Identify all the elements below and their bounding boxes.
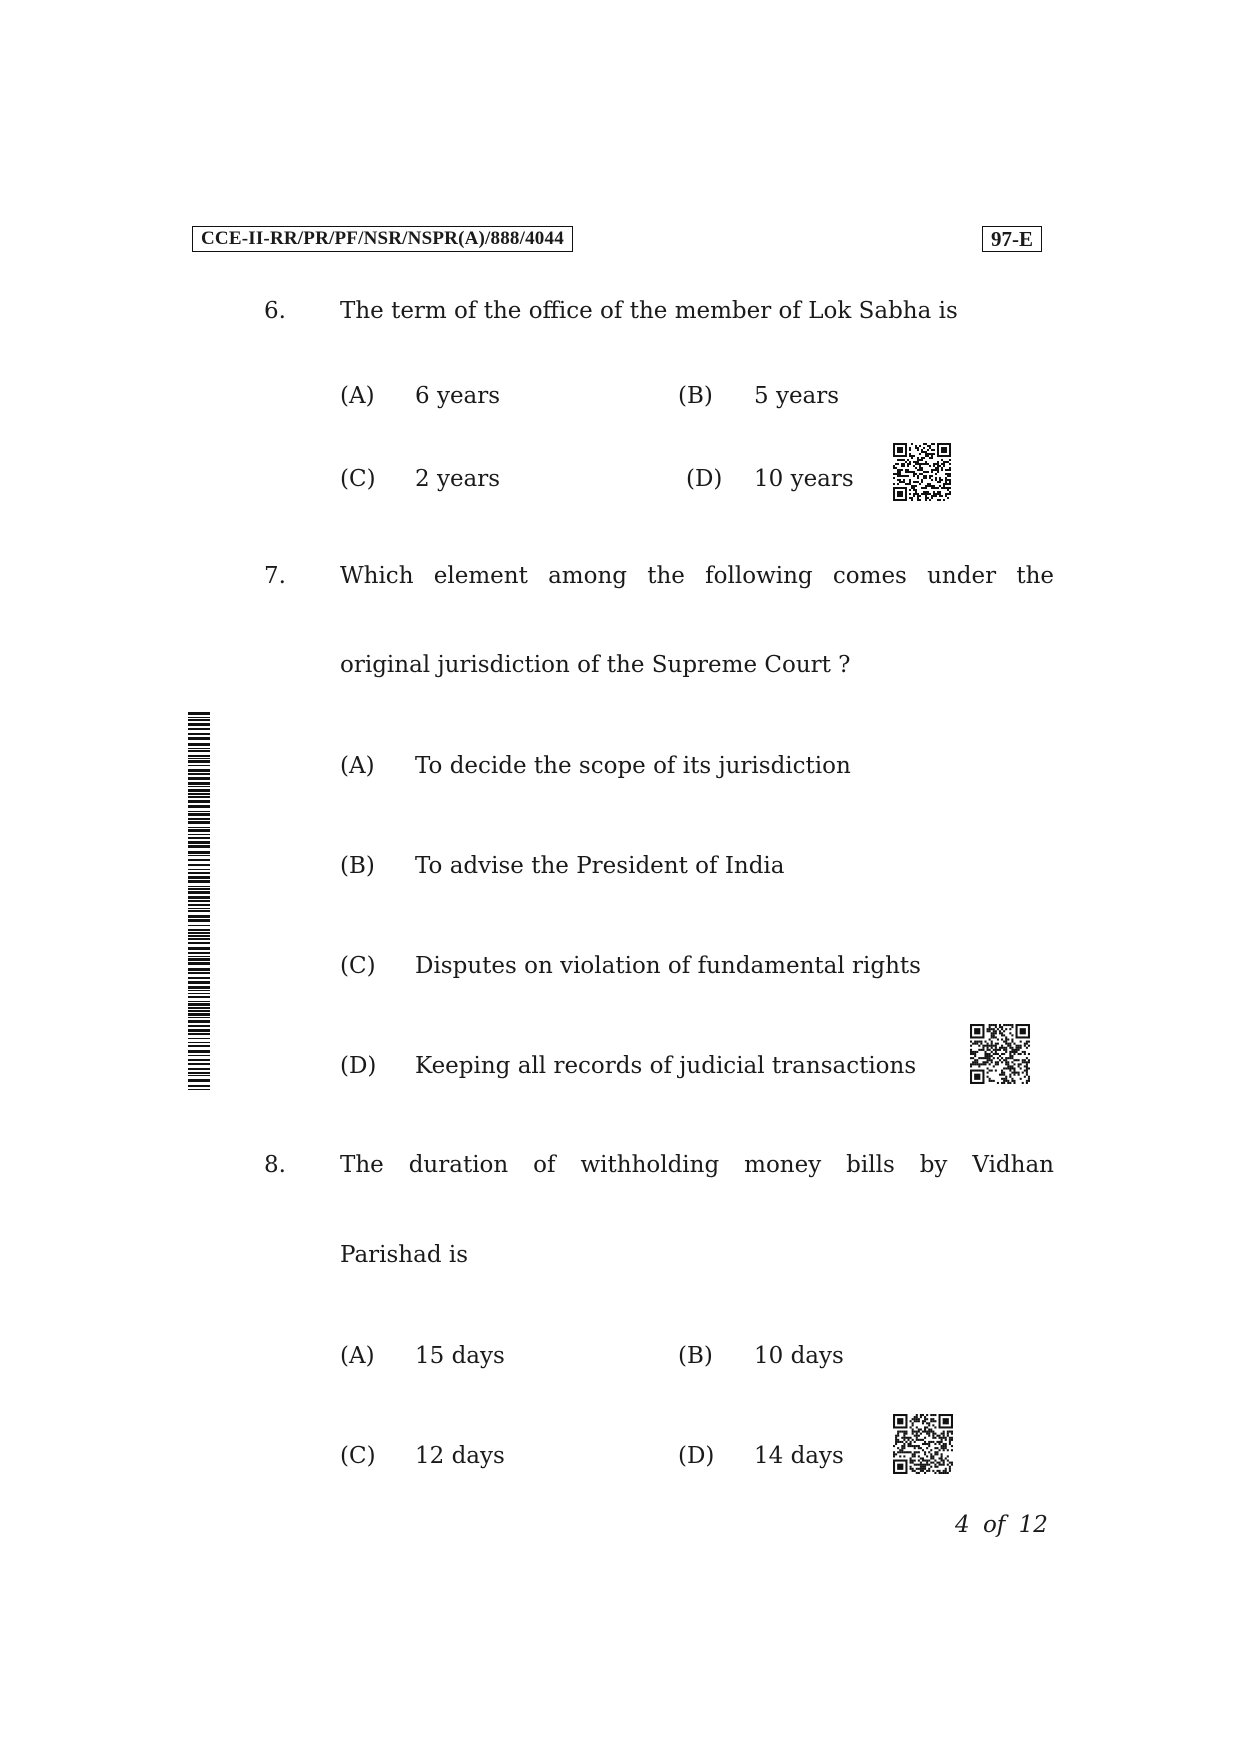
q7-option-b-text: To advise the President of India <box>415 853 785 879</box>
set-code: 97-E <box>982 226 1042 252</box>
question-8-text-line-2: Parishad is <box>340 1242 469 1268</box>
q6-option-c-label: (C) <box>340 466 376 492</box>
q8-option-d-label: (D) <box>678 1443 715 1469</box>
q6-option-a-label: (A) <box>340 383 375 409</box>
q8-option-a-label: (A) <box>340 1343 375 1369</box>
q7-option-d-text: Keeping all records of judicial transactions <box>415 1053 917 1079</box>
q8-option-b-label: (B) <box>678 1343 713 1369</box>
question-6-number: 6. <box>264 298 286 324</box>
q8-option-a-text: 15 days <box>415 1343 505 1369</box>
qr-code-icon <box>970 1024 1030 1084</box>
q6-option-c-text: 2 years <box>415 466 501 492</box>
q7-option-c-label: (C) <box>340 953 376 979</box>
q6-option-b-label: (B) <box>678 383 713 409</box>
q7-option-c-text: Disputes on violation of fundamental rights <box>415 953 921 979</box>
q7-option-a-label: (A) <box>340 753 375 779</box>
question-8-text-line-1: The duration of withholding money bills by Vidhan <box>340 1152 1054 1178</box>
q8-option-b-text: 10 days <box>754 1343 844 1369</box>
qr-code-icon <box>893 443 951 501</box>
q6-option-a-text: 6 years <box>415 383 501 409</box>
q7-option-b-label: (B) <box>340 853 375 879</box>
q8-option-d-text: 14 days <box>754 1443 844 1469</box>
side-barcode <box>188 712 210 1092</box>
paper-code: CCE-II-RR/PR/PF/NSR/NSPR(A)/888/4044 <box>192 226 573 252</box>
question-7-text-line-1: Which element among the following comes under the <box>340 563 1054 589</box>
q7-option-d-label: (D) <box>340 1053 377 1079</box>
q8-option-c-text: 12 days <box>415 1443 505 1469</box>
q6-option-b-text: 5 years <box>754 383 840 409</box>
question-6-text: The term of the office of the member of Lok Sabha is <box>340 298 958 324</box>
question-7-text-line-2: original jurisdiction of the Supreme Court ? <box>340 652 851 678</box>
q7-option-a-text: To decide the scope of its jurisdiction <box>415 753 851 779</box>
qr-code-icon <box>893 1414 953 1474</box>
q8-option-c-label: (C) <box>340 1443 376 1469</box>
q6-option-d-label: (D) <box>686 466 723 492</box>
question-7-number: 7. <box>264 563 286 589</box>
question-8-number: 8. <box>264 1152 286 1178</box>
q6-option-d-text: 10 years <box>754 466 854 492</box>
page-number: 4 of 12 <box>955 1512 1048 1538</box>
